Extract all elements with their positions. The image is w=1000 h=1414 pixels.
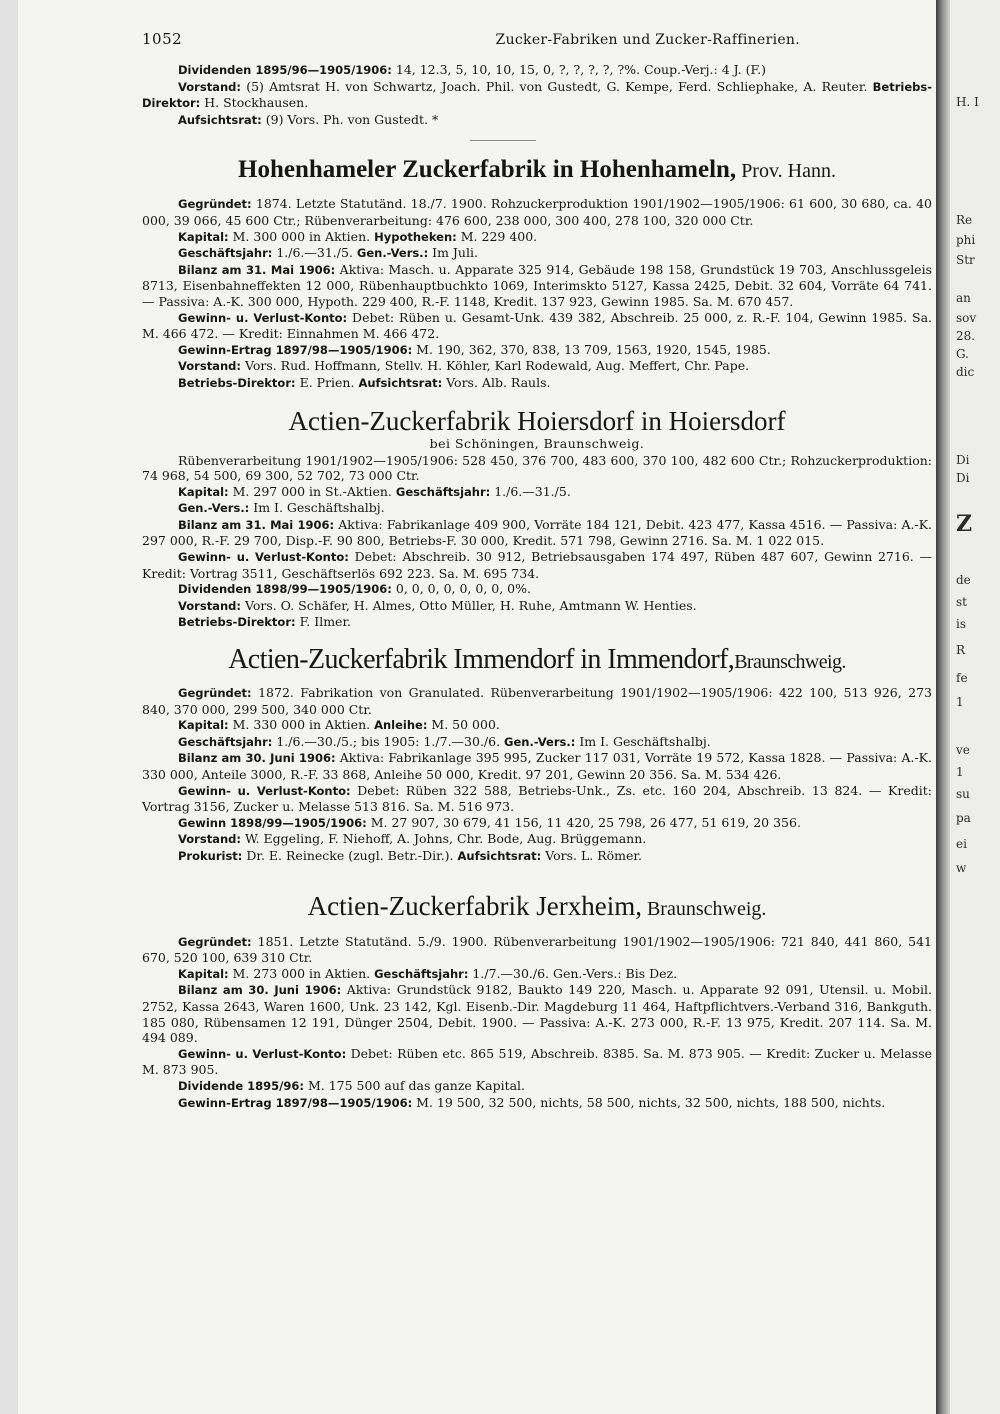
field-label: Kapital: [178, 966, 229, 981]
margin-fragment: su [956, 787, 970, 801]
field-value: M. 300 000 in Aktien. [228, 228, 375, 244]
entry-paragraph [142, 342, 932, 359]
field-label: Aufsichtsrat: [457, 848, 542, 863]
margin-fragment: 1 [956, 765, 964, 779]
entry-paragraph [142, 549, 932, 581]
margin-fragment: dic [956, 365, 975, 379]
previous-supervisory-board: Aufsichtsrat: (9) Vors. Ph. von Gustedt. * [178, 111, 439, 127]
entry-paragraphs [142, 453, 932, 632]
field-label: Bilanz am 30. Juni 1906: [178, 983, 342, 998]
entry-paragraph [142, 815, 932, 832]
running-head: Zucker-Fabriken und Zucker-Raffinerien. [495, 32, 800, 48]
field-value: Dr. E. Reinecke (zugl. Betr.-Dir.). [242, 847, 458, 863]
page-content [142, 30, 932, 1111]
margin-fragment: Z [956, 511, 973, 537]
margin-fragment: H. I [956, 95, 979, 109]
entry-paragraph [142, 966, 932, 983]
page-number: 1052 [142, 30, 183, 48]
field-value: Im Juli. [428, 245, 478, 261]
page-header [142, 30, 932, 48]
field-label: Gewinn 1898/99—1905/1906: [178, 815, 367, 830]
binding-shadow [936, 0, 950, 1414]
field-value: M. 190, 362, 370, 838, 13 709, 1563, 1920, 1545, 1985. [412, 341, 771, 357]
entry-paragraphs [142, 685, 932, 865]
field-value: Debet: Abschreib. 30 912, Betriebsausgaben 174 497, Rüben 487 607, Gewinn 2716. — Kredit: Vortrag 3511, Geschäftserlös 692 223. Sa. M. 695 734. [142, 549, 933, 581]
margin-fragment: R [956, 643, 966, 657]
entry-paragraph [142, 717, 932, 734]
previous-entry-continuation [142, 62, 932, 128]
field-label: Betriebs-Direktor: [178, 615, 296, 630]
field-value: M. 273 000 in Aktien. [228, 965, 375, 981]
entry-paragraph [142, 500, 932, 517]
margin-fragment: st [956, 595, 967, 609]
field-value: 1872. Fabrikation von Granulated. Rübenverarbeitung 1901/1902—1905/1906: 422 100, 513 926, 273 840, 370 000, 299 500, 340 000 Ctr. [142, 685, 932, 717]
field-value: W. Eggeling, F. Niehoff, A. Johns, Chr. Bode, Aug. Brüggemann. [240, 831, 647, 847]
entry-paragraph [142, 831, 932, 848]
field-label: Dividenden 1898/99—1905/1906: [178, 582, 392, 597]
entry-paragraphs [142, 196, 932, 391]
field-label: Gewinn- u. Verlust-Konto: [178, 1046, 347, 1061]
company-entry [142, 406, 932, 632]
field-value: Vors. O. Schäfer, H. Almes, Otto Müller, H. Ruhe, Amtmann W. Henties. [240, 597, 697, 613]
field-value: F. Ilmer. [295, 614, 352, 630]
margin-fragment: an [956, 291, 971, 305]
field-value: E. Prien. [295, 374, 359, 390]
margin-fragment: G. [956, 347, 969, 361]
field-value: 1./7.—30./6. Gen.-Vers.: Bis Dez. [468, 965, 678, 981]
margin-fragment: pa [956, 811, 971, 825]
margin-fragment: Str [956, 253, 975, 267]
entry-paragraph [142, 581, 932, 598]
entry-paragraph [142, 934, 932, 966]
margin-fragment: Di [956, 453, 970, 467]
company-entry [142, 155, 932, 391]
margin-fragment: is [956, 617, 966, 631]
entry-paragraph [142, 1078, 932, 1095]
field-label: Gegründet: [178, 686, 252, 701]
field-value: Im I. Geschäftshalbj. [249, 500, 385, 516]
company-title: Actien-Zuckerfabrik Hoiersdorf in Hoiersdorf [288, 405, 786, 436]
field-value: 1./6.—31./5. [490, 483, 571, 499]
field-label: Gewinn- u. Verlust-Konto: [178, 310, 348, 325]
field-label: Aufsichtsrat: [358, 375, 443, 390]
field-value: Debet: Rüben u. Gesamt-Unk. 439 382, Abschreib. 25 000, z. R.-F. 104, Gewinn 1985. Sa. M. 466 472. — Kredit: Einnahmen M. 466 472. [142, 309, 933, 342]
entry-paragraph [142, 614, 932, 631]
company-entry [142, 891, 932, 1112]
company-title: Actien-Zuckerfabrik Jerxheim, Braunschweig. [307, 890, 767, 921]
field-value: M. 330 000 in Aktien. [228, 717, 375, 733]
entry-paragraph [142, 1046, 932, 1078]
entry-paragraph [142, 262, 932, 310]
next-page-fragments [952, 0, 1000, 1414]
field-value: Vors. Rud. Hoffmann, Stellv. H. Köhler, Karl Rodewald, Aug. Meffert, Chr. Pape. [240, 358, 750, 374]
margin-fragment: 1 [956, 695, 964, 709]
previous-dividends: Dividenden 1895/96—1905/1906: 14, 12.3, 5, 10, 10, 15, 0, ?, ?, ?, ?, ?%. Coup.-Verj.: 4 J. (F.) [178, 62, 767, 77]
field-label: Vorstand: [178, 598, 241, 613]
entry-paragraph [142, 245, 932, 262]
margin-fragment: de [956, 573, 971, 587]
field-label: Gen.-Vers.: [504, 734, 576, 749]
field-value: 1./6.—30./5.; bis 1905: 1./7.—30./6. [272, 733, 505, 749]
entry-paragraph [142, 517, 932, 549]
field-label: Bilanz am 30. Juni 1906: [178, 751, 336, 766]
entry-paragraph [142, 982, 932, 1045]
entry-paragraph [142, 484, 932, 501]
field-label: Geschäftsjahr: [374, 966, 469, 981]
entry-paragraph [142, 310, 932, 342]
field-label: Betriebs-Direktor: [178, 375, 296, 390]
margin-fragment: fe [956, 671, 968, 685]
field-value: M. 27 907, 30 679, 41 156, 11 420, 25 798, 26 477, 51 619, 20 356. [366, 814, 801, 830]
margin-fragment: ve [956, 743, 970, 757]
field-label: Geschäftsjahr: [178, 246, 273, 261]
field-label: Bilanz am 31. Mai 1906: [178, 517, 335, 532]
entry-paragraph [142, 229, 932, 246]
margin-fragment: phi [956, 233, 976, 247]
entry-paragraph [142, 358, 932, 375]
field-label: Gegründet: [178, 197, 252, 212]
field-label: Geschäftsjahr: [395, 484, 491, 499]
entry-paragraph [142, 196, 932, 228]
company-title: Actien-Zuckerfabrik Immendorf in Immendorf,Braunschweig. [228, 644, 846, 676]
field-label: Gen.-Vers.: [356, 246, 429, 261]
field-label: Geschäftsjahr: [178, 734, 273, 749]
field-value: Aktiva: Fabrikanlage 395 995, Zucker 117 031, Vorräte 19 572, Kassa 1828. — Passiva: A.-K. 330 000, Anteile 3000, R.-F. 33 868, Anleihe 50 000, Kredit. 97 201, Gewinn 20 356. Sa. M. 534 426. [142, 750, 932, 782]
field-value: M. 229 400. [456, 228, 538, 244]
margin-fragment: 28. [956, 329, 976, 343]
entry-paragraph [142, 1095, 932, 1112]
field-label: Kapital: [178, 718, 229, 733]
field-value: M. 297 000 in St.-Aktien. [228, 483, 396, 499]
field-label: Prokurist: [178, 848, 243, 863]
field-value: 1874. Letzte Statutänd. 18./7. 1900. Rohzuckerproduktion 1901/1902—1905/1906: 61 600, 30 680, ca. 40 000, 39 066, 45 600 Ctr.; Rübenverarbeitung: 476 600, 238 000, 300 400, 278 100, 320 000 Ctr. [142, 196, 932, 228]
field-value: Aktiva: Masch. u. Apparate 325 914, Gebäude 198 158, Grundstück 19 703, Anschlussgeleis 8713, Eisenbahneffekten 12 000, Rübenhauptbuchkto 1069, Interimskto 5127, Kassa 2425, Debit. 32 604, Vorräte 64 741. — Passiva: A.-K. 300 000, Hypoth. 229 400, R.-F. 1148, Kredit. 137 923, Gewinn 1985. Sa. M. 670 457. [142, 261, 932, 309]
field-label: Gegründet: [178, 934, 252, 949]
field-value: Vors. L. Römer. [541, 847, 642, 863]
field-label: Gewinn-Ertrag 1897/98—1905/1906: [178, 1095, 413, 1110]
company-title: Hohenhameler Zuckerfabrik in Hohenhameln, Prov. Hann. [238, 156, 836, 184]
margin-fragment: w [956, 861, 967, 875]
field-value: Vors. Alb. Rauls. [442, 374, 551, 390]
field-label: Kapital: [178, 229, 229, 244]
field-value: Aktiva: Grundstück 9182, Baukto 149 220, Masch. u. Apparate 92 091, Utensil. u. Mobil. 2752, Kassa 2643, Waren 1600, Unk. 23 142, Kgl. Eisenb.-Dir. Magdeburg 11 464, Haftpflichtvers.-Verband 316, Bankguth. 185 080, Rübensamen 12 191, Dünger 2504, Debit. 1900. — Passiva: A.-K. 273 000, R.-F. 13 975, Kredit. 207 114. Sa. M. 494 089. [142, 982, 933, 1046]
company-subtitle: bei Schöningen, Braunschweig. [429, 435, 645, 451]
field-label: Kapital: [178, 484, 229, 499]
entry-paragraph [142, 848, 932, 865]
field-label: Hypotheken: [374, 229, 457, 244]
field-label: Vorstand: [178, 832, 241, 847]
entry-paragraph [142, 685, 932, 717]
field-value: M. 175 500 auf das ganze Kapital. [304, 1077, 526, 1093]
entry-paragraph [142, 734, 932, 751]
margin-fragment: ei [956, 837, 967, 851]
field-label: Bilanz am 31. Mai 1906: [178, 262, 336, 277]
field-value: 1851. Letzte Statutänd. 5./9. 1900. Rübenverarbeitung 1901/1902—1905/1906: 721 840, 441 860, 541 670, 520 100, 639 310 Ctr. [142, 933, 932, 966]
entry-paragraph [142, 453, 932, 484]
field-label: Gen.-Vers.: [178, 501, 250, 516]
entry-paragraph [142, 750, 932, 782]
field-value: 1./6.—31./5. [272, 245, 357, 261]
field-value: Debet: Rüben 322 588, Betriebs-Unk., Zs. etc. 160 204, Abschreib. 13 824. — Kredit: Vortrag 3156, Zucker u. Melasse 513 816. Sa. M. 516 973. [142, 782, 932, 815]
field-label: Vorstand: [178, 359, 241, 374]
field-value: 0, 0, 0, 0, 0, 0, 0, 0%. [391, 581, 531, 597]
field-label: Anleihe: [374, 718, 428, 733]
field-value: M. 19 500, 32 500, nichts, 58 500, nichts, 32 500, nichts, 188 500, nichts. [412, 1094, 886, 1110]
entry-paragraph [142, 783, 932, 815]
field-label: Gewinn-Ertrag 1897/98—1905/1906: [178, 342, 413, 357]
field-value: Debet: Rüben etc. 865 519, Abschreib. 8385. Sa. M. 873 905. — Kredit: Zucker u. Melasse M. 873 905. [142, 1045, 933, 1078]
field-value: Rübenverarbeitung 1901/1902—1905/1906: 528 450, 376 700, 483 600, 370 100, 482 600 Ctr.; Rohzuckerproduktion: 74 968, 54 500, 69 300, 52 702, 73 000 Ctr. [142, 452, 932, 484]
field-value: Im I. Geschäftshalbj. [575, 733, 711, 749]
field-label: Dividende 1895/96: [178, 1078, 304, 1093]
margin-fragment: sov [956, 311, 977, 325]
entry-paragraph [142, 375, 932, 392]
field-value: Aktiva: Fabrikanlage 409 900, Vorräte 184 121, Debit. 423 477, Kassa 4516. — Passiva: A.-K. 297 000, R.-F. 29 700, Disp.-F. 90 800, Betriebs-F. 30 000, Kredit. 571 798, Gewinn 2716. Sa. M. 1 022 015. [142, 516, 933, 549]
entry-paragraphs [142, 934, 932, 1112]
margin-fragment: Di [956, 471, 970, 485]
field-label: Gewinn- u. Verlust-Konto: [178, 550, 349, 565]
entry-separator [470, 140, 536, 141]
margin-fragment: Re [956, 213, 973, 227]
field-label: Gewinn- u. Verlust-Konto: [178, 783, 351, 798]
entry-paragraph [142, 598, 932, 615]
company-entry [142, 645, 932, 865]
field-value: M. 50 000. [427, 717, 500, 733]
previous-board: Vorstand: (5) Amtsrat H. von Schwartz, Joach. Phil. von Gustedt, G. Kempe, Ferd. Schliephake, A. Reuter. Betriebs-Direktor: H. Stockhausen. [142, 78, 932, 111]
